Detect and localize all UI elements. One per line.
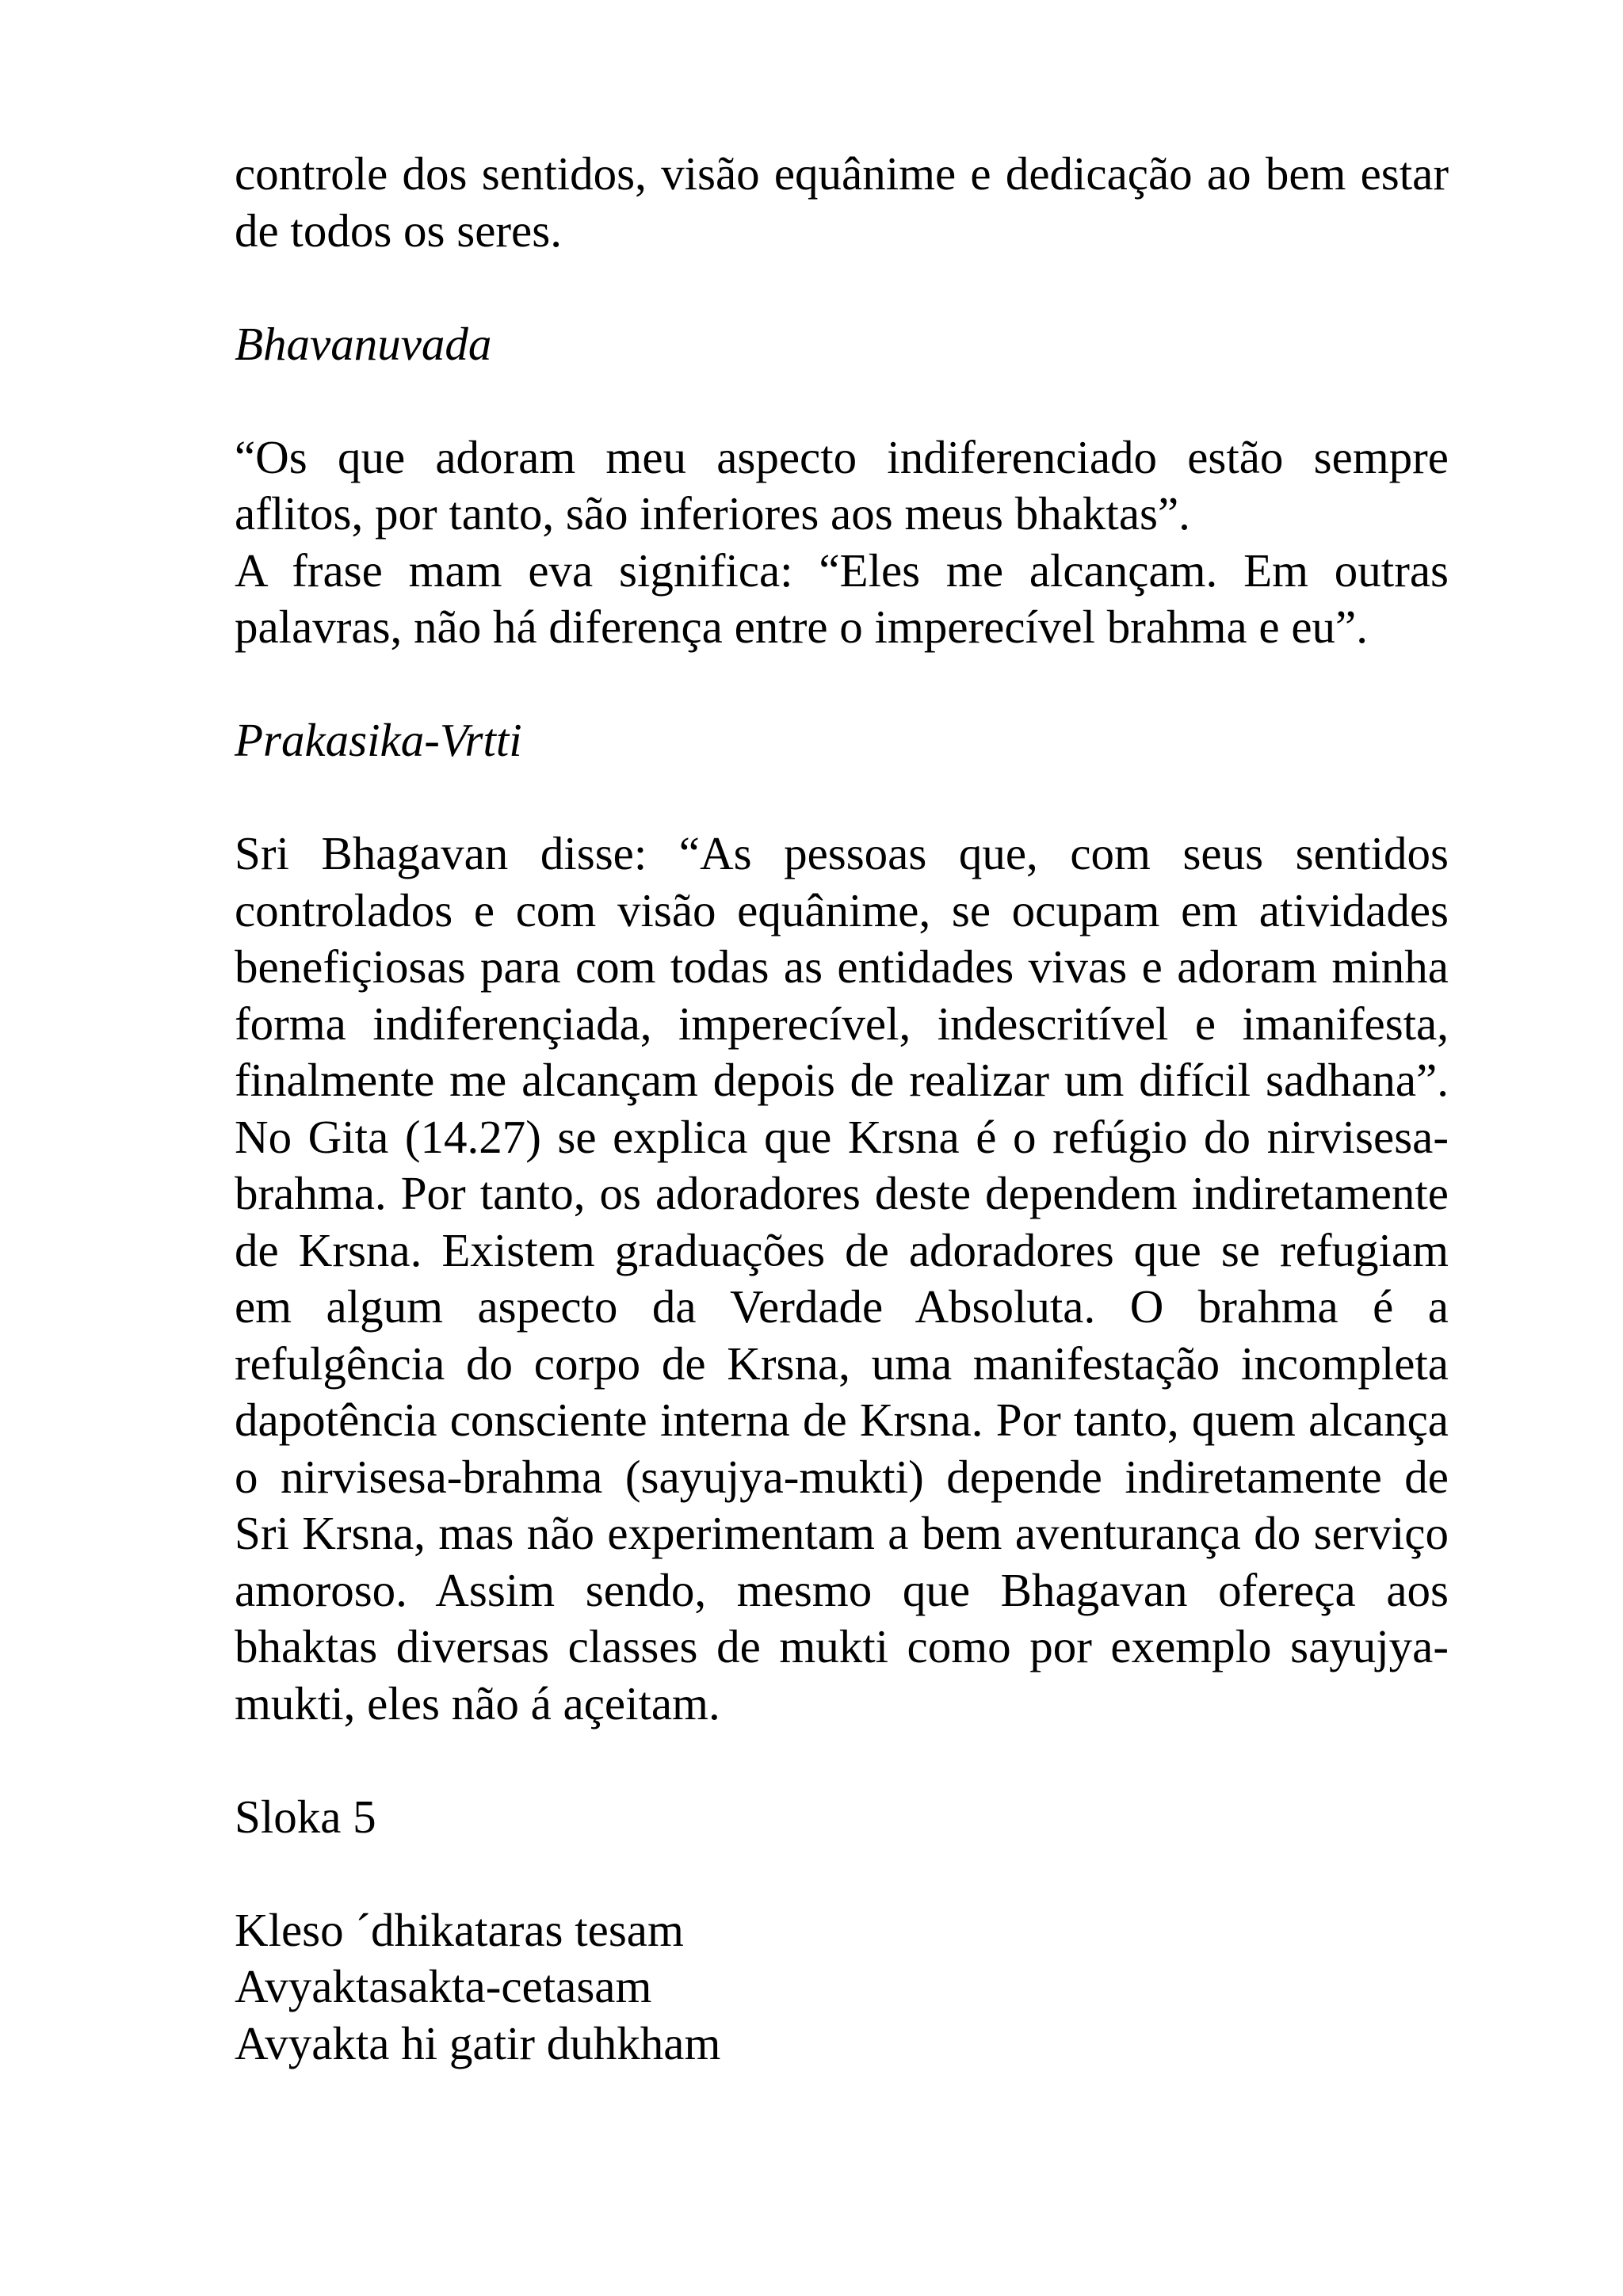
bhavanuvada-quote: “Os que adoram meu aspecto indiferenciado estão sempre aflitos, por tanto, são inferiores aos meus bhaktas”. xyxy=(235,430,1449,540)
bhavanuvada-explanation: A frase mam eva significa: “Eles me alcançam. Em outras palavras, não há diferença entre o imperecível brahma e eu”. xyxy=(235,543,1449,653)
paragraph-gap xyxy=(235,656,1449,713)
intro-paragraph: controle dos sentidos, visão equânime e dedicação ao bem estar de todos os seres. xyxy=(235,147,1449,257)
paragraph-gap xyxy=(235,372,1449,429)
section-heading-prakasika: Prakasika-Vrtti xyxy=(235,714,522,766)
paragraph-gap xyxy=(235,1732,1449,1789)
prakasika-paragraph: Sri Bhagavan disse: “As pessoas que, com seus sentidos controlados e com visão equânime, se ocupam em atividades benefiçiosas para com todas as entidades vivas e adoram minha forma indiferençiada, imperecível, indescritível e imanifesta, finalmente me alcançam depois de realizar um difícil sadhana”. No Gita (14.27) se explica que Krsna é o refúgio do nirvisesa-brahma. Por tanto, os adoradores deste dependem indiretamente de Krsna. Existem graduações de adoradores que se refugiam em algum aspecto da Verdade Absoluta. O brahma é a refulgência do corpo de Krsna, uma manifestação incompleta dapotência consciente interna de Krsna. Por tanto, quem alcança o nirvisesa-brahma (sayujya-mukti) depende indiretamente de Sri Krsna, mas não experimentam a bem aventurança do serviço amoroso. Assim sendo, mesmo que Bhagavan ofereça aos bhaktas diversas classes de mukti como por exemplo sayujya-mukti, eles não á açeitam. xyxy=(235,827,1449,1730)
section-heading-bhavanuvada: Bhavanuvada xyxy=(235,317,492,370)
paragraph-gap xyxy=(235,769,1449,826)
paragraph-gap xyxy=(235,1845,1449,1902)
verse-line: Kleso ´dhikataras tesam xyxy=(235,1903,684,1956)
verse-line: Avyaktasakta-cetasam xyxy=(235,1960,652,2012)
paragraph-gap xyxy=(235,259,1449,316)
verse-line: Avyakta hi gatir duhkham xyxy=(235,2016,721,2069)
sloka-heading: Sloka 5 xyxy=(235,1790,376,1843)
document-page xyxy=(235,146,1449,2072)
sloka-verse xyxy=(235,1902,1449,2073)
